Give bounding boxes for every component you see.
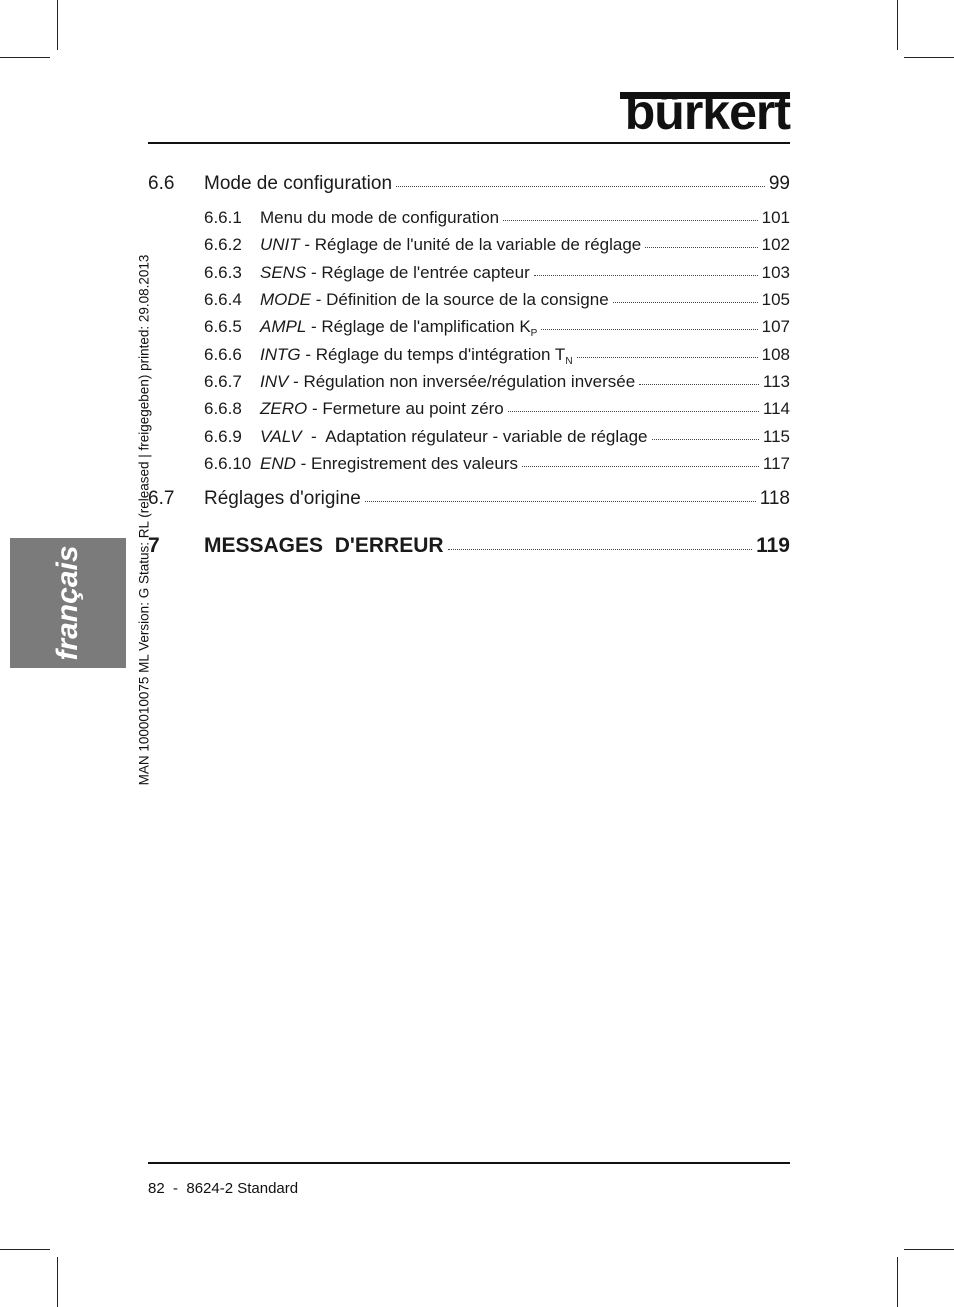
page-footer: 82 - 8624-2 Standard [148, 1180, 299, 1197]
toc-keyword: INV [260, 372, 289, 391]
toc-title [260, 290, 609, 310]
toc-title-text: - Régulation non inversée/régulation inversée [288, 372, 636, 391]
toc-keyword: MODE [260, 290, 311, 309]
toc-entry-chapter-7[interactable] [148, 534, 790, 558]
toc-title-text: - Réglage de l'amplification K [306, 317, 531, 336]
toc-subscript: P [530, 328, 538, 339]
toc-title: Menu du mode de configuration [260, 208, 500, 227]
document-meta: MAN 1000010075 ML Version: G Status: RL (released | freigegeben) printed: 29.08.2013 [136, 254, 152, 786]
toc-title-text: - Fermeture au point zéro [307, 399, 504, 418]
dot-leader [613, 298, 758, 303]
toc-keyword: INTG [260, 345, 301, 364]
toc-title [260, 345, 573, 367]
toc-title [260, 372, 635, 392]
toc-page: 119 [756, 534, 790, 557]
toc-entry[interactable] [148, 427, 790, 447]
header-rule [148, 142, 790, 144]
toc-title [260, 454, 518, 474]
footer-rule [148, 1162, 790, 1164]
toc-page: 113 [762, 372, 790, 391]
toc-number: 6.6.2 [204, 235, 242, 254]
toc-number: 6.6.4 [204, 290, 242, 309]
dot-leader [639, 380, 759, 385]
crop-mark [897, 0, 898, 50]
crop-mark [897, 1257, 898, 1307]
toc-number: 7 [148, 534, 160, 557]
toc-page: 115 [762, 427, 790, 446]
toc-entry[interactable] [148, 290, 790, 310]
toc-number: 6.7 [148, 488, 175, 509]
toc-title-text: - Adaptation régulateur - variable de réglage [301, 427, 648, 446]
toc-number: 6.6 [148, 173, 175, 194]
crop-mark [57, 0, 58, 50]
dot-leader [534, 271, 758, 276]
toc-number: 6.6.7 [204, 372, 242, 391]
toc-number: 6.6.9 [204, 427, 242, 446]
dot-leader [541, 325, 757, 330]
dot-leader [448, 545, 753, 550]
toc-keyword: UNIT [260, 235, 300, 254]
toc-entry[interactable] [148, 208, 790, 228]
toc-entry[interactable] [148, 372, 790, 392]
toc-title [260, 399, 504, 419]
toc-page: 102 [761, 235, 790, 254]
toc-keyword: VALV [260, 427, 302, 446]
language-tab-label: français [51, 545, 84, 661]
toc-number: 6.6.1 [204, 208, 242, 227]
toc-page: 99 [768, 173, 790, 194]
toc-number: 6.6.6 [204, 345, 242, 364]
toc-title: Réglages d'origine [204, 488, 361, 509]
crop-mark [904, 1249, 954, 1250]
crop-mark [57, 1257, 58, 1307]
toc-title [260, 317, 537, 339]
toc-keyword: AMPL [260, 317, 307, 336]
dot-leader [396, 182, 765, 187]
toc-page: 103 [761, 263, 790, 282]
toc-keyword: SENS [260, 263, 307, 282]
toc-title [260, 427, 648, 447]
toc-number: 6.6.10 [204, 454, 252, 473]
toc-entry[interactable] [148, 235, 790, 255]
toc-title-text: - Enregistrement des valeurs [295, 454, 518, 473]
toc-title: MESSAGES D'ERREUR [204, 534, 444, 557]
toc-keyword: END [260, 454, 296, 473]
toc-page: 107 [761, 317, 790, 336]
toc-title-text: - Réglage du temps d'intégration T [300, 345, 566, 364]
toc-entry-6-6[interactable] [148, 173, 790, 195]
logo-text: bürkert [624, 84, 790, 140]
toc-title [260, 263, 530, 283]
toc-entry[interactable] [148, 263, 790, 283]
crop-mark [904, 57, 954, 58]
dot-leader [577, 353, 758, 358]
dot-leader [503, 216, 758, 221]
toc-number: 6.6.3 [204, 263, 242, 282]
toc-page: 118 [759, 488, 790, 509]
toc-number: 6.6.8 [204, 399, 242, 418]
toc-title: Mode de configuration [204, 173, 393, 194]
burkert-logo [620, 84, 790, 140]
toc-entry[interactable] [148, 454, 790, 474]
crop-mark [0, 1249, 50, 1250]
toc-page: 105 [761, 290, 790, 309]
toc-entry-6-7[interactable] [148, 488, 790, 510]
toc-page: 114 [762, 399, 790, 418]
toc-page: 117 [762, 454, 790, 473]
toc-keyword: ZERO [260, 399, 308, 418]
language-tab [10, 538, 126, 668]
dot-leader [508, 407, 759, 412]
toc-number: 6.6.5 [204, 317, 242, 336]
dot-leader [652, 435, 759, 440]
toc-title-text: - Réglage de l'unité de la variable de réglage [299, 235, 642, 254]
toc-title [260, 235, 641, 255]
dot-leader [365, 497, 756, 502]
dot-leader [645, 243, 757, 248]
toc-subscript: N [565, 356, 573, 367]
toc-title-text: - Réglage de l'entrée capteur [306, 263, 530, 282]
toc-entry[interactable] [148, 399, 790, 419]
crop-mark [0, 57, 50, 58]
toc-entry[interactable] [148, 317, 790, 339]
toc-entry[interactable] [148, 345, 790, 367]
toc-page: 108 [761, 345, 790, 364]
toc-title-text: - Définition de la source de la consigne [311, 290, 609, 309]
toc-page: 101 [761, 208, 790, 227]
dot-leader [522, 462, 759, 467]
